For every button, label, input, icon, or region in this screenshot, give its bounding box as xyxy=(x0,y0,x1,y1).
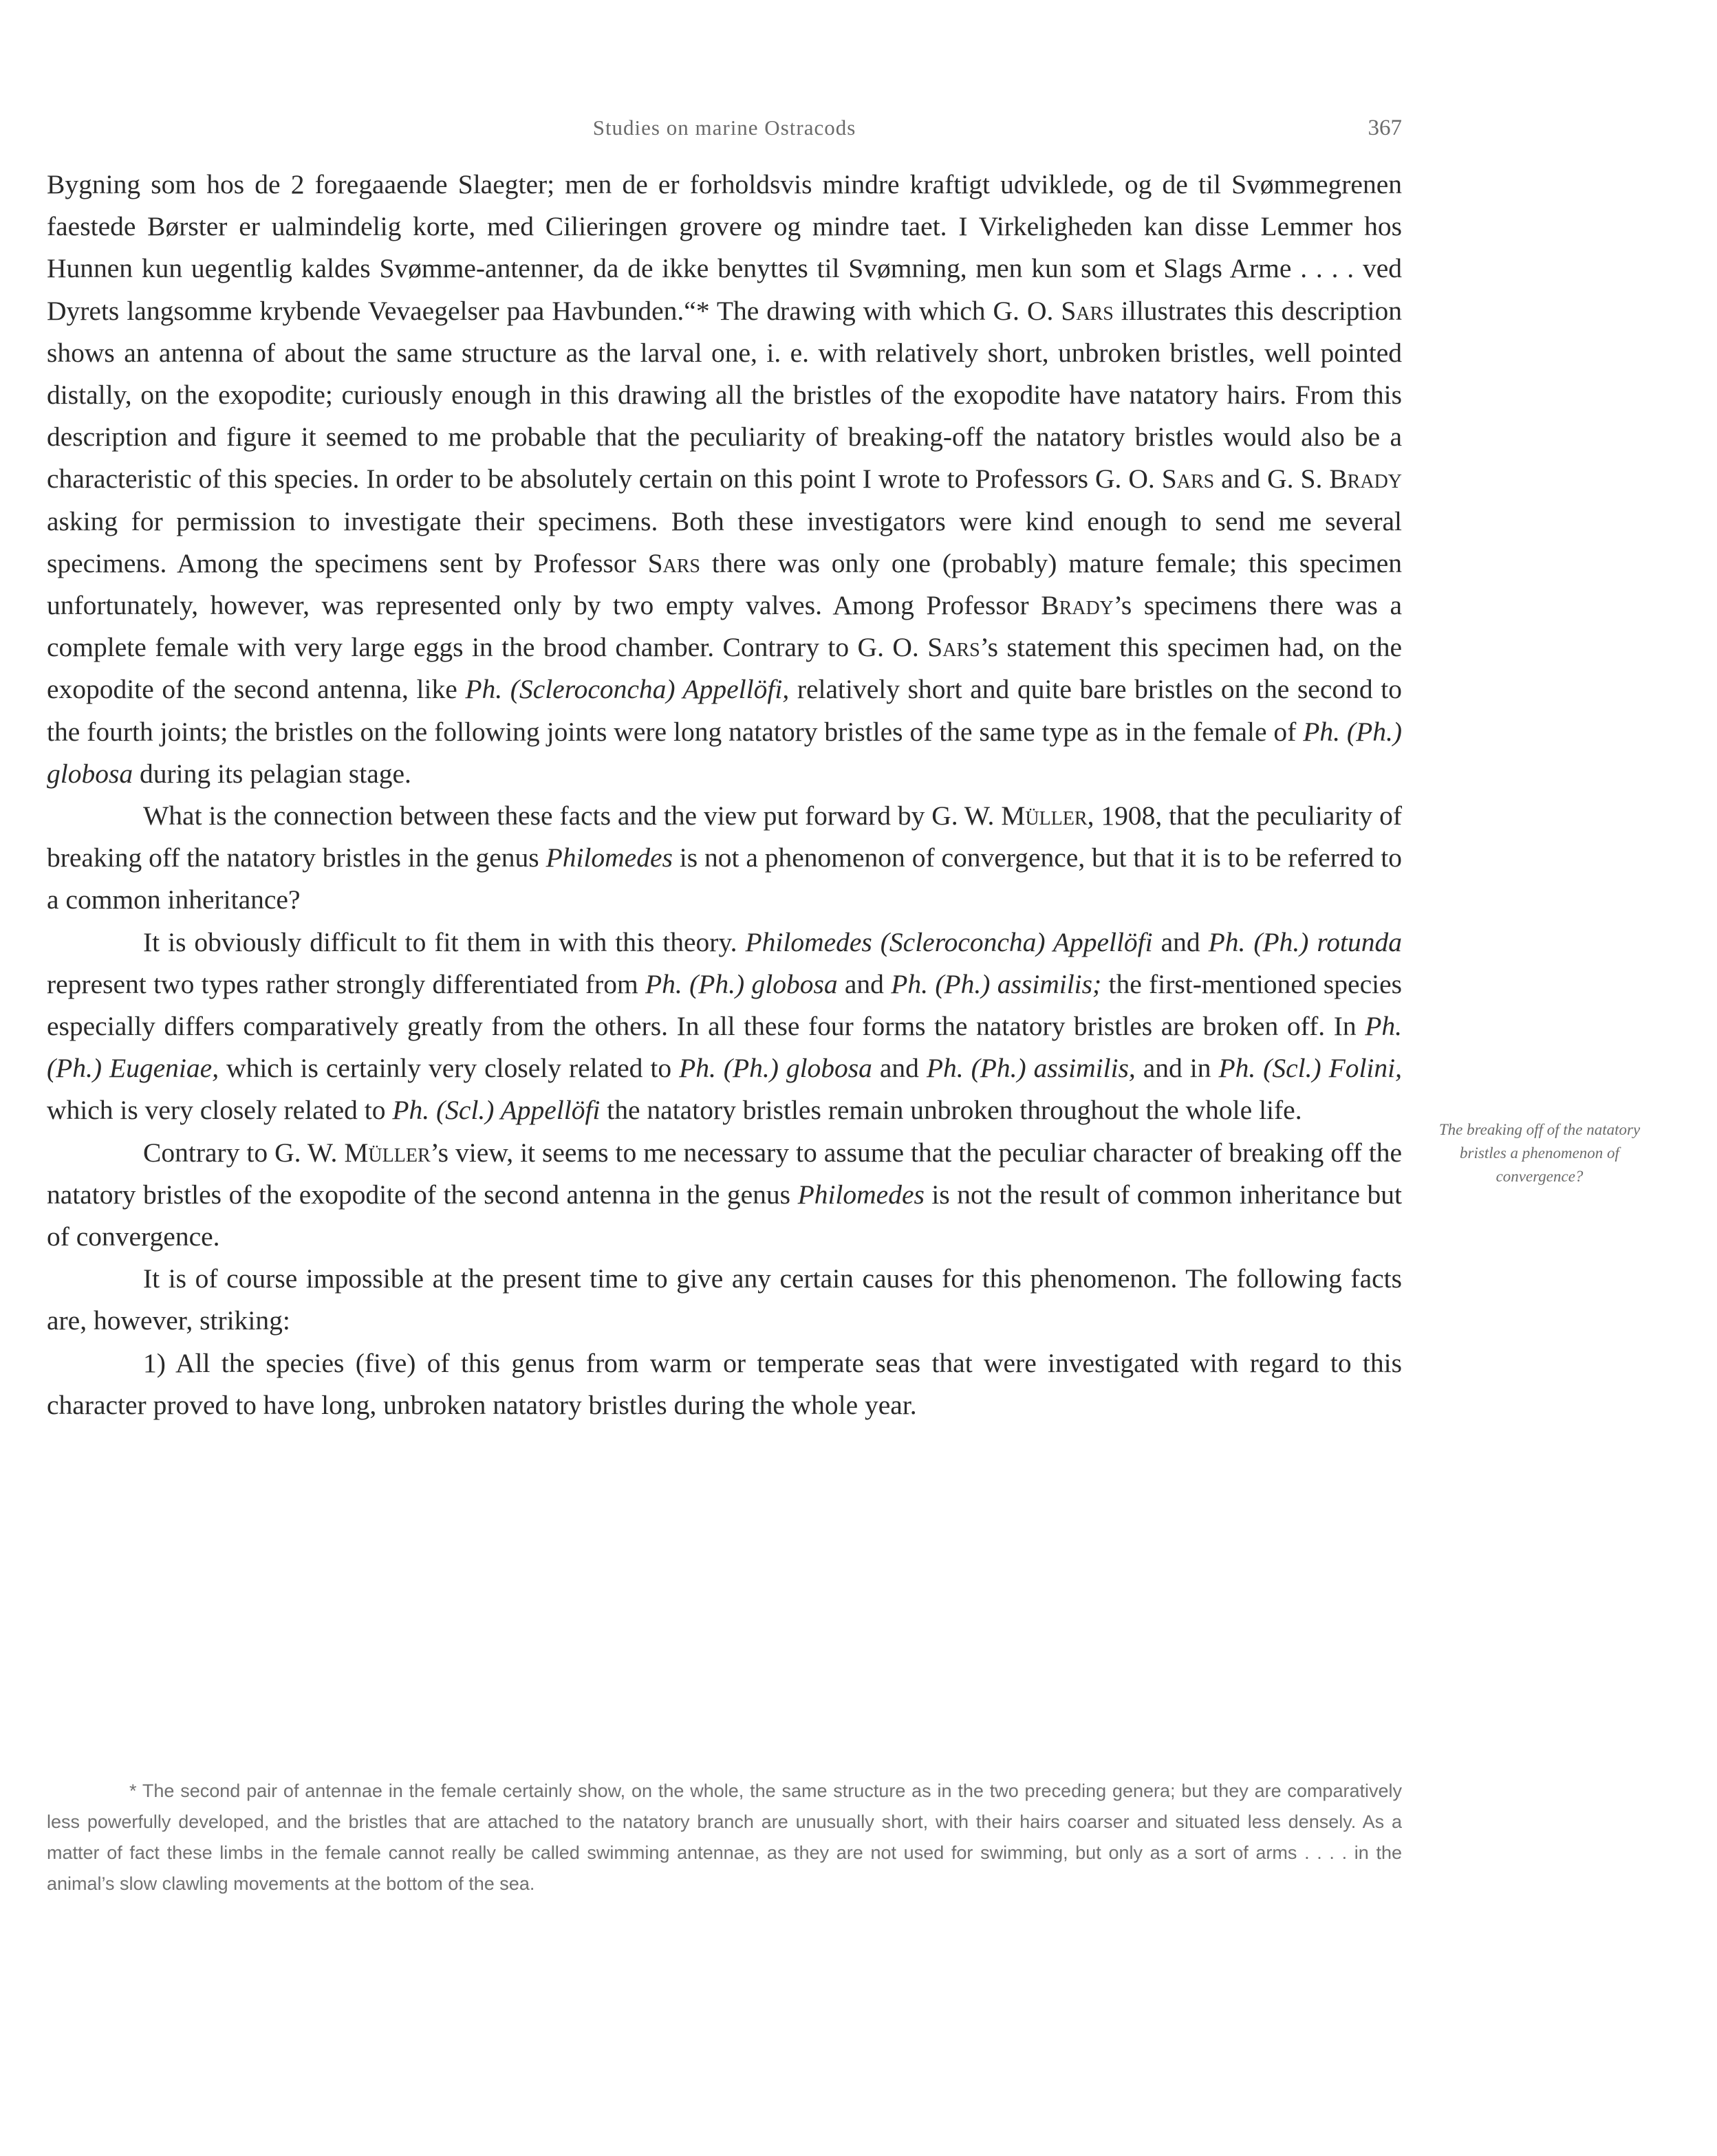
paragraph-1 xyxy=(47,164,1402,795)
author-name: Müller xyxy=(344,1137,431,1168)
text-run: , 1908, that the peculiarity of breaking off the natatory bristles in the genus xyxy=(47,801,1402,873)
footnotes xyxy=(47,1776,1402,1899)
text-run: ’s specimens there was a complete female with very large eggs in the brood chamber. Contrary to G. O. xyxy=(47,590,1402,663)
author-name: Müller xyxy=(1001,801,1088,831)
text-run: is not a phenomenon of convergence, but that it is to be referred to a common inheritance? xyxy=(47,842,1403,915)
text-run: the first-mentioned species especially differs comparatively greatly from the others. In all these four forms the natatory bristles are broken off. In xyxy=(47,968,1402,1042)
paragraph-3 xyxy=(47,922,1402,1132)
text-run: What is the connection between these facts and the view put forward by G. W. xyxy=(143,801,1002,831)
text-run: Bygning som hos de 2 foregaaende Slaegter; men de er forholdsvis mindre kraftigt udviklede, og de til Svømmegrenen faestede Børster er ualmindelig korte, med Cilieringen grovere og mindre taet. I Virkeligheden kan disse Lemmer hos Hunnen kun uegentlig kaldes Svømme-antenner, da de ikke benyttes til Svømning, men kun som et Slags Arme . . . . ved Dyrets langsomme krybende Vevaegelser paa Havbunden.“* The drawing with which G. O. xyxy=(47,169,1402,326)
genus-name: Philomedes xyxy=(797,1179,925,1210)
paragraph-2 xyxy=(47,795,1402,922)
species-name: Ph. (Ph.) Eugeniae, xyxy=(47,1011,1402,1084)
genus-name: Philomedes xyxy=(546,842,673,873)
species-name: Ph. (Ph.) globosa xyxy=(645,968,838,999)
text-run: relatively short and quite bare bristles on the second to the fourth joints; the bristles on the following joints were long natatory bristles of the same type as in the female of xyxy=(47,674,1402,747)
author-name: Sars xyxy=(647,547,700,578)
text-run: and xyxy=(1152,926,1209,957)
text-run: Contrary to G. W. xyxy=(143,1137,345,1168)
body-text xyxy=(47,164,1402,1426)
page-number: 367 xyxy=(1368,116,1402,140)
margin-note: The breaking off of the natatory bristles a phenomenon of convergence? xyxy=(1438,1121,1641,1185)
text-run: and G. S. xyxy=(1214,464,1330,494)
text-run: during its pelagian stage. xyxy=(133,758,411,789)
species-name: Ph. (Ph.) globosa xyxy=(47,716,1402,789)
species-name: Ph. (Ph.) globosa xyxy=(679,1053,872,1084)
paragraph-4 xyxy=(47,1132,1402,1259)
author-name: Brady xyxy=(1041,590,1114,621)
species-name: Ph. (Ph.) assimilis, xyxy=(926,1053,1136,1084)
text-run: there was only one (probably) mature female; this specimen unfortunately, however, was represented only by two empty valves. Among Professor xyxy=(47,547,1402,621)
text-run: asking for permission to investigate their specimens. Both these investigators were kind enough to send me several specimens. Among the specimens sent by Professor xyxy=(47,505,1402,578)
species-name: Ph. (Ph.) rotunda xyxy=(1208,926,1402,957)
text-run: which is very closely related to xyxy=(47,1095,393,1126)
author-name: Sars xyxy=(1161,464,1215,494)
text-run: and xyxy=(872,1053,927,1084)
paragraph-6: 1) All the species (five) of this genus from warm or temperate seas that were investigated with regard to this character proved to have long, unbroken natatory bristles during the whole year. xyxy=(47,1347,1402,1420)
species-name: Philomedes (Scleroconcha) Appellöfi xyxy=(745,926,1153,957)
text-run: represent two types rather strongly differentiated from xyxy=(47,968,646,999)
text-run: illustrates this description shows an antenna of about the same structure as the larval one, i. e. with relatively short, unbroken bristles, well pointed distally, on the exopodite; curiously enough in this drawing all the bristles of the exopodite have natatory hairs. From this description and figure it seemed to me probable that the peculiarity of breaking-off the natatory bristles would also be a characteristic of this species. In order to be absolutely certain on this point I wrote to Professors G. O. xyxy=(47,295,1402,494)
author-name: Sars xyxy=(1061,295,1114,326)
author-name: Sars xyxy=(927,632,980,663)
text-run: is not the result of common inheritance but of convergence. xyxy=(47,1179,1402,1252)
paragraph-5: It is of course impossible at the present time to give any certain causes for this phenomenon. The following facts are, however, striking: xyxy=(47,1263,1402,1336)
text-run: and in xyxy=(1135,1053,1219,1084)
text-run: ’s view, it seems to me necessary to assume that the peculiar character of breaking off the natatory bristles of the exopodite of the second antenna in the genus xyxy=(47,1137,1402,1210)
text-run: It is obviously difficult to fit them in with this theory. xyxy=(143,926,746,957)
author-name: Brady xyxy=(1329,464,1403,494)
footnote: * The second pair of antennae in the female certainly show, on the whole, the same structure as in the two preceding genera; but they are comparatively less powerfully developed, and the bristles that are attached to the natatory branch are unusually short, with their hairs coarser and situated less densely. As a matter of fact these limbs in the female cannot really be called swimming antennae, as they are not used for swimming, but only as a sort of arms . . . . in the animal’s slow clawling movements at the bottom of the sea. xyxy=(47,1781,1402,1894)
text-run: ’s statement this specimen had, on the exopodite of the second antenna, like xyxy=(47,632,1402,705)
species-name: Ph. (Scleroconcha) Appellöfi, xyxy=(465,674,790,705)
species-name: Ph. (Scl.) Folini, xyxy=(1218,1053,1402,1084)
text-run: and xyxy=(837,968,892,999)
running-head xyxy=(47,116,1402,146)
species-name: Ph. (Scl.) Appellöfi xyxy=(392,1095,601,1126)
species-name: Ph. (Ph.) assimilis; xyxy=(891,968,1102,999)
text-run: the natatory bristles remain unbroken throughout the whole life. xyxy=(600,1095,1302,1126)
running-title: Studies on marine Ostracods xyxy=(592,116,856,140)
text-run: which is certainly very closely related to xyxy=(219,1053,680,1084)
